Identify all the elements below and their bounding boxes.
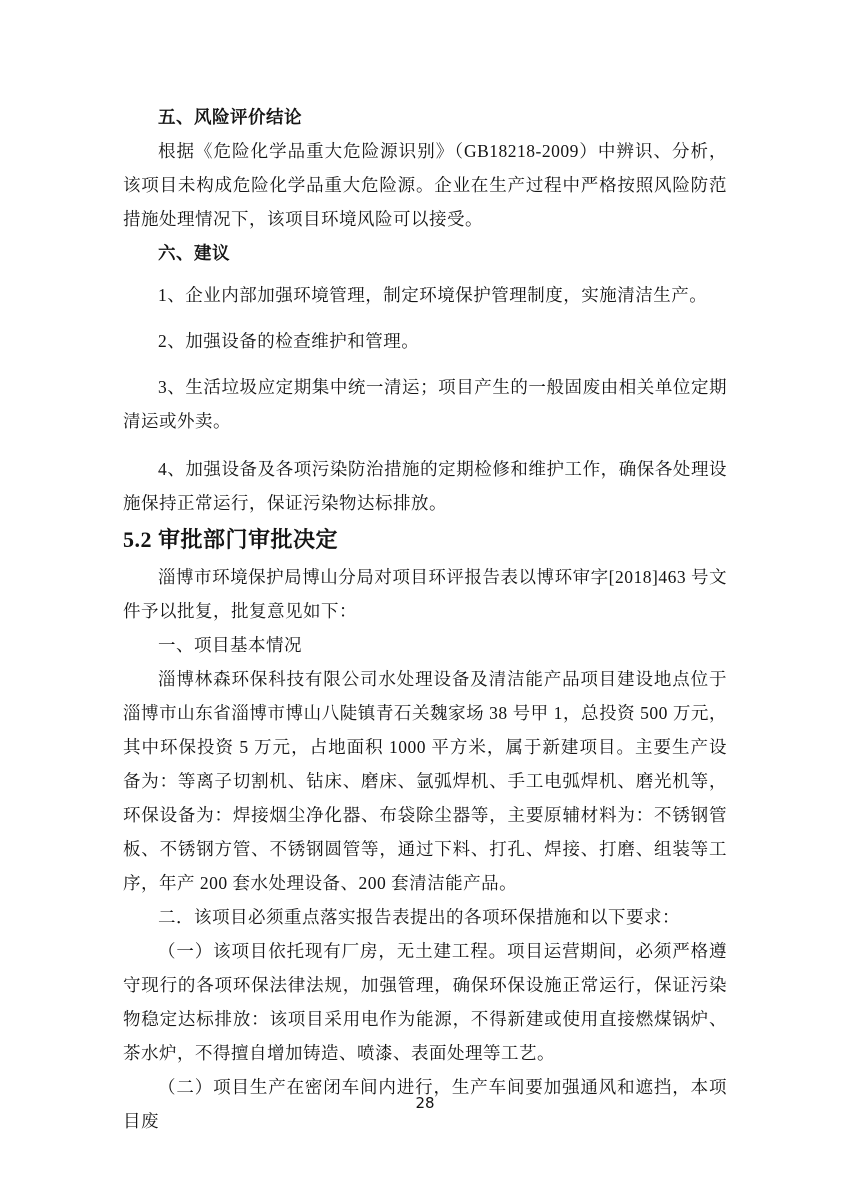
page-number: 28	[415, 1094, 435, 1112]
suggestion-item-1: 1、企业内部加强环境管理，制定环境保护管理制度，实施清洁生产。	[158, 285, 708, 305]
suggestion-item-3: 3、生活垃圾应定期集中统一清运；项目产生的一般固废由相关单位定期清运或外卖。	[123, 377, 727, 431]
heading-suggestions: 六、建议	[158, 243, 230, 263]
suggestion-item-4: 4、加强设备及各项污染防治措施的定期检修和维护工作，确保各处理设施保持正常运行，保证污染物达标排放。	[123, 459, 727, 513]
para-requirement-1: （一）该项目依托现有厂房，无土建工程。项目运营期间，必须严格遵守现行的各项环保法律法规，加强管理，确保环保设施正常运行，保证污染物稳定达标排放：该项目采用电作为能源，不得新建或使用直接燃煤锅炉、茶水炉，不得擅自增加铸造、喷漆、表面处理等工艺。	[123, 941, 727, 1063]
para-project-basics-body: 淄博林森环保科技有限公司水处理设备及清洁能产品项目建设地点位于淄博市山东省淄博市博山八陡镇青石关魏家场 38 号甲 1，总投资 500 万元，其中环保投资 5 万元，占地面积 1000 平方米，属于新建项目。主要生产设备为：等离子切割机、钻床、磨床、氩弧焊机、手工电弧焊机、磨光机等，环保设备为：焊接烟尘净化器、布袋除尘器等，主要原辅材料为：不锈钢管板、不锈钢方管、不锈钢圆管等，通过下料、打孔、焊接、打磨、组装等工序，年产 200 套水处理设备、200 套清洁能产品。	[123, 669, 727, 893]
suggestion-item-2: 2、加强设备的检查维护和管理。	[158, 331, 420, 351]
heading-risk-conclusion: 五、风险评价结论	[158, 107, 302, 127]
para-requirement-2: （二）项目生产在密闭车间内进行，生产车间要加强通风和遮挡，本项目废	[123, 1077, 727, 1131]
para-project-basics-title: 一、项目基本情况	[158, 635, 302, 655]
document-page	[123, 100, 727, 1138]
para-requirements-title: 二．该项目必须重点落实报告表提出的各项环保措施和以下要求：	[158, 907, 680, 927]
para-approval-intro: 淄博市环境保护局博山分局对项目环评报告表以博环审字[2018]463 号文件予以批复，批复意见如下：	[123, 567, 727, 621]
para-risk-conclusion: 根据《危险化学品重大危险源识别》（GB18218-2009）中辨识、分析，该项目未构成危险化学品重大危险源。企业在生产过程中严格按照风险防范措施处理情况下，该项目环境风险可以接受。	[123, 141, 727, 229]
heading-approval-decision: 5.2 审批部门审批决定	[123, 527, 339, 552]
